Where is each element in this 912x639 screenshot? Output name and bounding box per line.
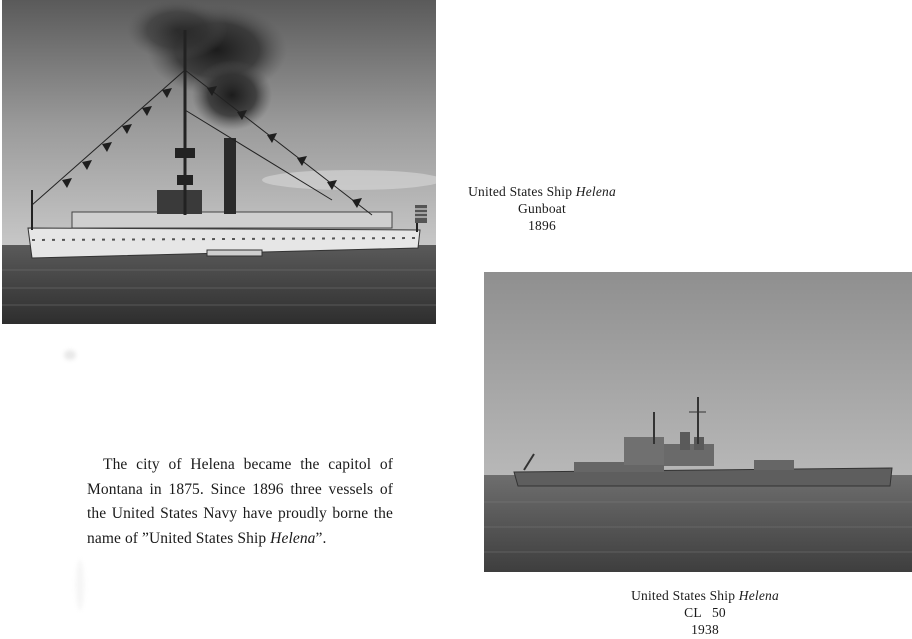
caption-cruiser-prefix: United States Ship <box>631 588 736 603</box>
photo-cruiser-1938 <box>484 272 912 572</box>
caption-cruiser-year: 1938 <box>691 622 719 637</box>
paragraph-end: ”. <box>315 529 327 547</box>
caption-gunboat-year: 1896 <box>528 218 556 233</box>
caption-gunboat-type: Gunboat <box>518 201 566 216</box>
photo-gunboat-1896 <box>2 0 436 324</box>
caption-gunboat <box>452 183 632 234</box>
cruiser-image <box>484 272 912 572</box>
caption-cruiser-title <box>600 587 810 604</box>
paragraph-text: The city of Helena became the capitol of Montana in 1875. Since 1896 three vessels of the United States Navy have proudly borne the name of ”United States Ship <box>87 456 393 547</box>
caption-gunboat-title <box>452 183 632 200</box>
caption-cruiser <box>600 587 810 638</box>
intro-paragraph <box>87 453 393 551</box>
caption-gunboat-prefix: United States Ship <box>468 184 573 199</box>
paragraph-ship-name: Helena <box>270 529 316 547</box>
gunboat-image <box>2 0 436 324</box>
scan-smudge <box>64 350 76 360</box>
scan-smudge <box>76 560 84 610</box>
caption-gunboat-ship-name: Helena <box>575 184 616 199</box>
caption-cruiser-type: CL 50 <box>684 605 726 620</box>
caption-cruiser-ship-name: Helena <box>738 588 779 603</box>
